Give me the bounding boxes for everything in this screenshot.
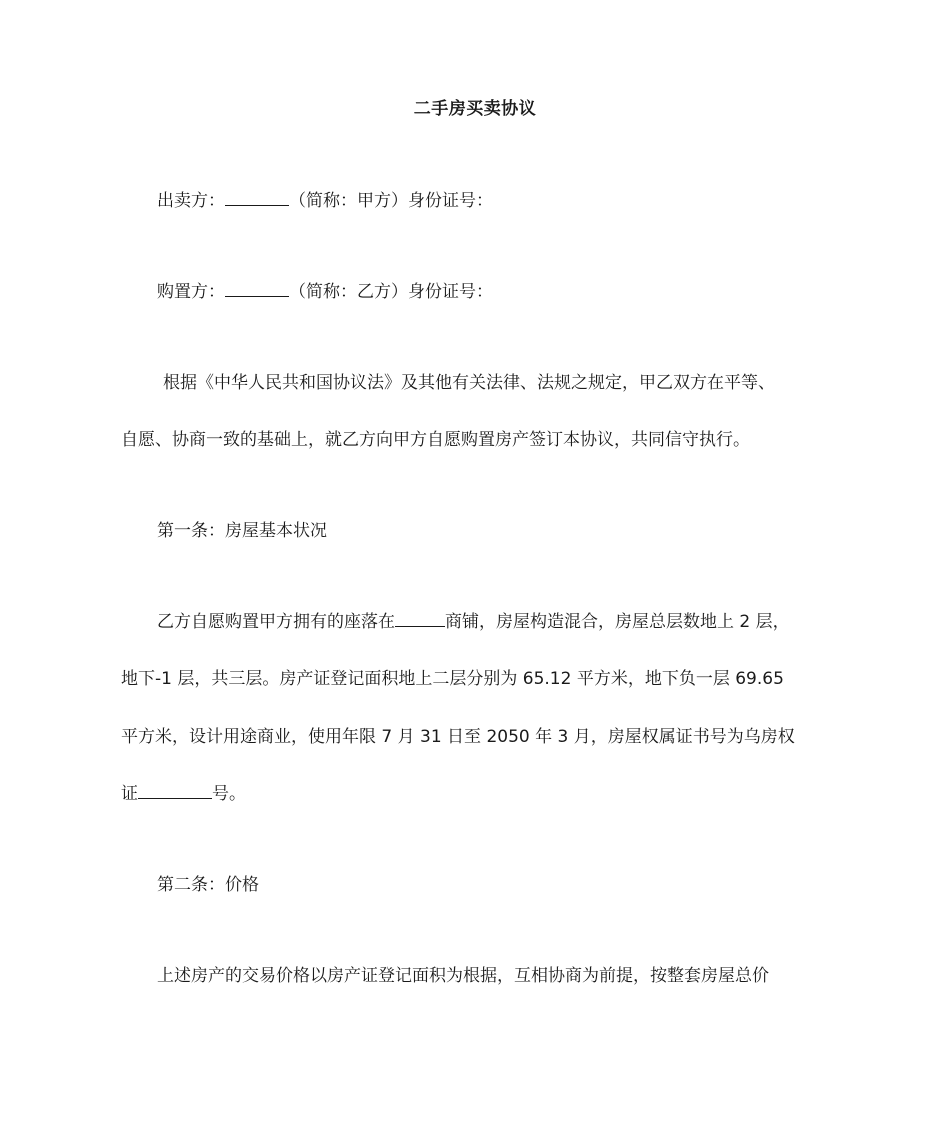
article1-heading: 第一条：房屋基本状况: [157, 521, 327, 541]
buyer-line: [157, 280, 841, 304]
buyer-label: 购置方：: [157, 282, 225, 302]
preamble-line-2: 自愿、协商一致的基础上，就乙方向甲方自愿购置房产签订本协议，共同信守执行。: [121, 430, 750, 450]
article2-line-1: 上述房产的交易价格以房产证登记面积为根据，互相协商为前提，按整套房屋总价: [157, 966, 769, 986]
preamble-line-1: 根据《中华人民共和国协议法》及其他有关法律、法规之规定，甲乙双方在平等、: [163, 373, 775, 393]
article1-line-4: [121, 782, 841, 806]
seller-line: [157, 189, 841, 213]
article1-line-1: [157, 610, 841, 634]
article2-heading: 第二条：价格: [157, 875, 259, 895]
location-blank: [395, 610, 445, 627]
buyer-name-blank: [225, 280, 289, 297]
article1-line-4-pre: 证: [121, 784, 138, 804]
article1-line-2: 地下-1 层，共三层。房产证登记面积地上二层分别为 65.12 平方米，地下负一层 69.65: [121, 669, 784, 689]
article1-line-3: 平方米，设计用途商业，使用年限 7 月 31 日至 2050 年 3 月，房屋权属证书号为乌房权: [121, 727, 795, 747]
article1-line-1-post: 商铺，房屋构造混合，房屋总层数地上 2 层，: [445, 612, 790, 632]
seller-label: 出卖方：: [157, 191, 225, 211]
certificate-number-blank: [138, 782, 212, 799]
seller-suffix: （简称：甲方）身份证号：: [289, 191, 493, 211]
seller-name-blank: [225, 189, 289, 206]
document-title: 二手房买卖协议: [413, 99, 537, 119]
article1-line-1-pre: 乙方自愿购置甲方拥有的座落在: [157, 612, 395, 632]
buyer-suffix: （简称：乙方）身份证号：: [289, 282, 493, 302]
article1-line-4-post: 号。: [212, 784, 246, 804]
